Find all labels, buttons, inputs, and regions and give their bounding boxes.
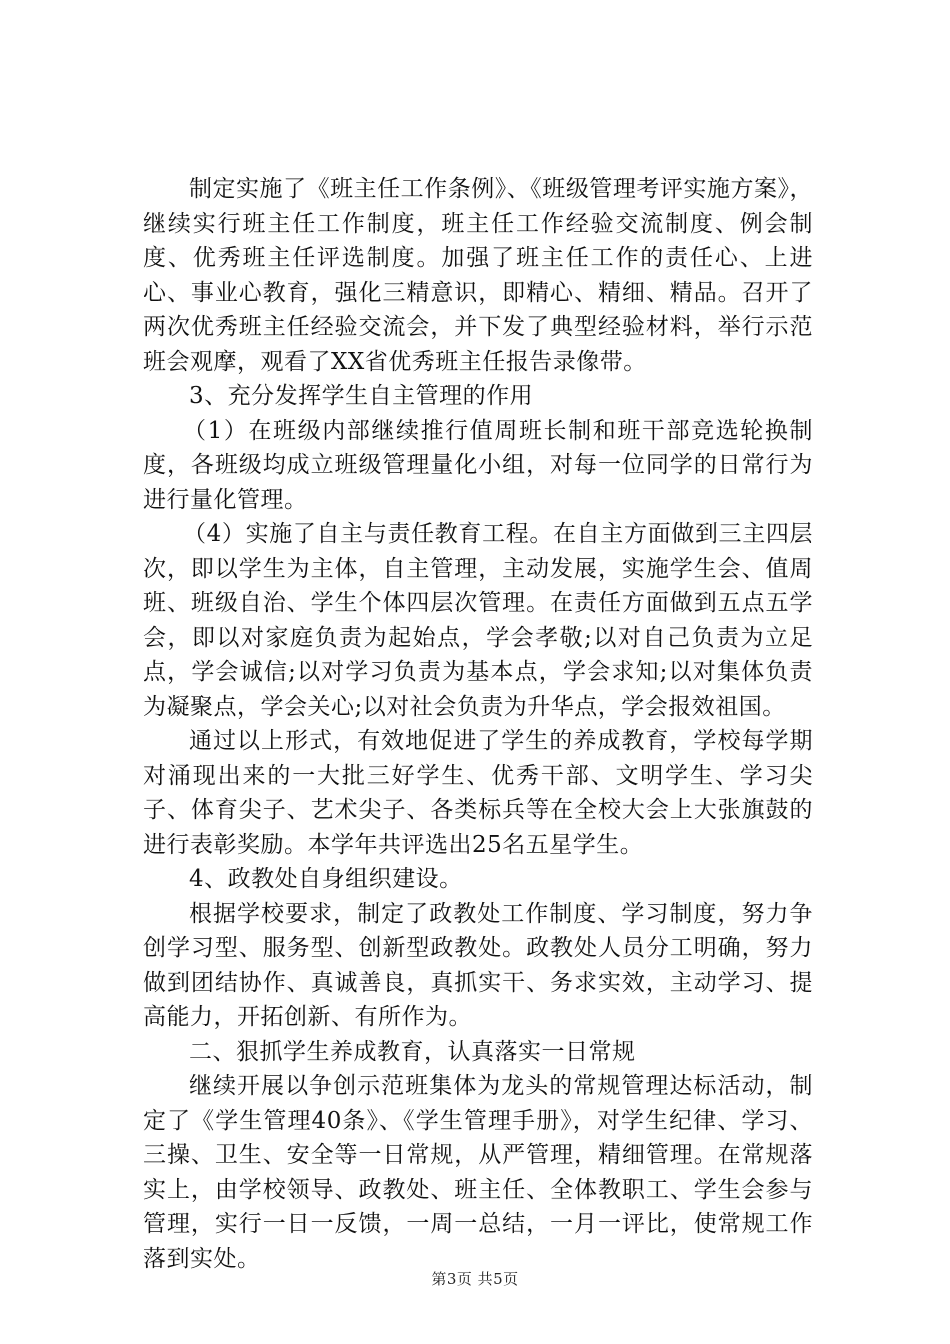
section-heading-office-building: 4、政教处自身组织建设。 — [189, 866, 463, 892]
section-heading-daily-routine: 二、狠抓学生养成教育，认真落实一日常规 — [189, 1038, 636, 1065]
section-heading-student-self-management: 3、充分发挥学生自主管理的作用 — [189, 383, 534, 409]
paragraph-item-4: （4）实施了自主与责任教育工程。在自主方面做到三主四层次，即以学生为主体，自主管理，主动发展，实施学生会、值周班、班级自治、学生个体四层次管理。在责任方面做到五点五学会，即以对家庭负责为起始点，学会孝敬;以对自己负责为立足点，学会诚信;以对学习负责为基本点，学会求知;以对集体负责为凝聚点，学会关心;以对社会负责为升华点，学会报效祖国。 — [143, 521, 813, 720]
paragraph-results: 通过以上形式，有效地促进了学生的养成教育，学校每学期对涌现出来的一大批三好学生、优秀干部、文明学生、学习尖子、体育尖子、艺术尖子、各类标兵等在全校大会上大张旗鼓的进行表彰奖励。本学年共评选出25名五星学生。 — [143, 728, 813, 858]
paragraph-item-1: （1）在班级内部继续推行值周班长制和班干部竞选轮换制度，各班级均成立班级管理量化小组，对每一位同学的日常行为进行量化管理。 — [143, 417, 813, 513]
paragraph-daily-routine: 继续开展以争创示范班集体为龙头的常规管理达标活动，制定了《学生管理40条》、《学生管理手册》，对学生纪律、学习、三操、卫生、安全等一日常规，从严管理，精细管理。在常规落实上，由学校领导、政教处、班主任、全体教职工、学生会参与管理，实行一日一反馈，一周一总结，一月一评比，使常规工作落到实处。 — [143, 1073, 813, 1272]
paragraph-office-building: 根据学校要求，制定了政教处工作制度、学习制度，努力争创学习型、服务型、创新型政教处。政教处人员分工明确，努力做到团结协作、真诚善良，真抓实干、务求实效，主动学习、提高能力，开拓创新、有所作为。 — [143, 900, 813, 1030]
page-footer: 第3页 共5页 — [431, 1270, 519, 1288]
document-body — [143, 172, 813, 1276]
paragraph-head-teacher-system: 制定实施了《班主任工作条例》、《班级管理考评实施方案》，继续实行班主任工作制度，班主任工作经验交流制度、例会制度、优秀班主任评选制度。加强了班主任工作的责任心、上进心、事业心教育，强化三精意识，即精心、精细、精品。召开了两次优秀班主任经验交流会，并下发了典型经验材料，举行示范班会观摩，观看了XX省优秀班主任报告录像带。 — [143, 176, 813, 375]
